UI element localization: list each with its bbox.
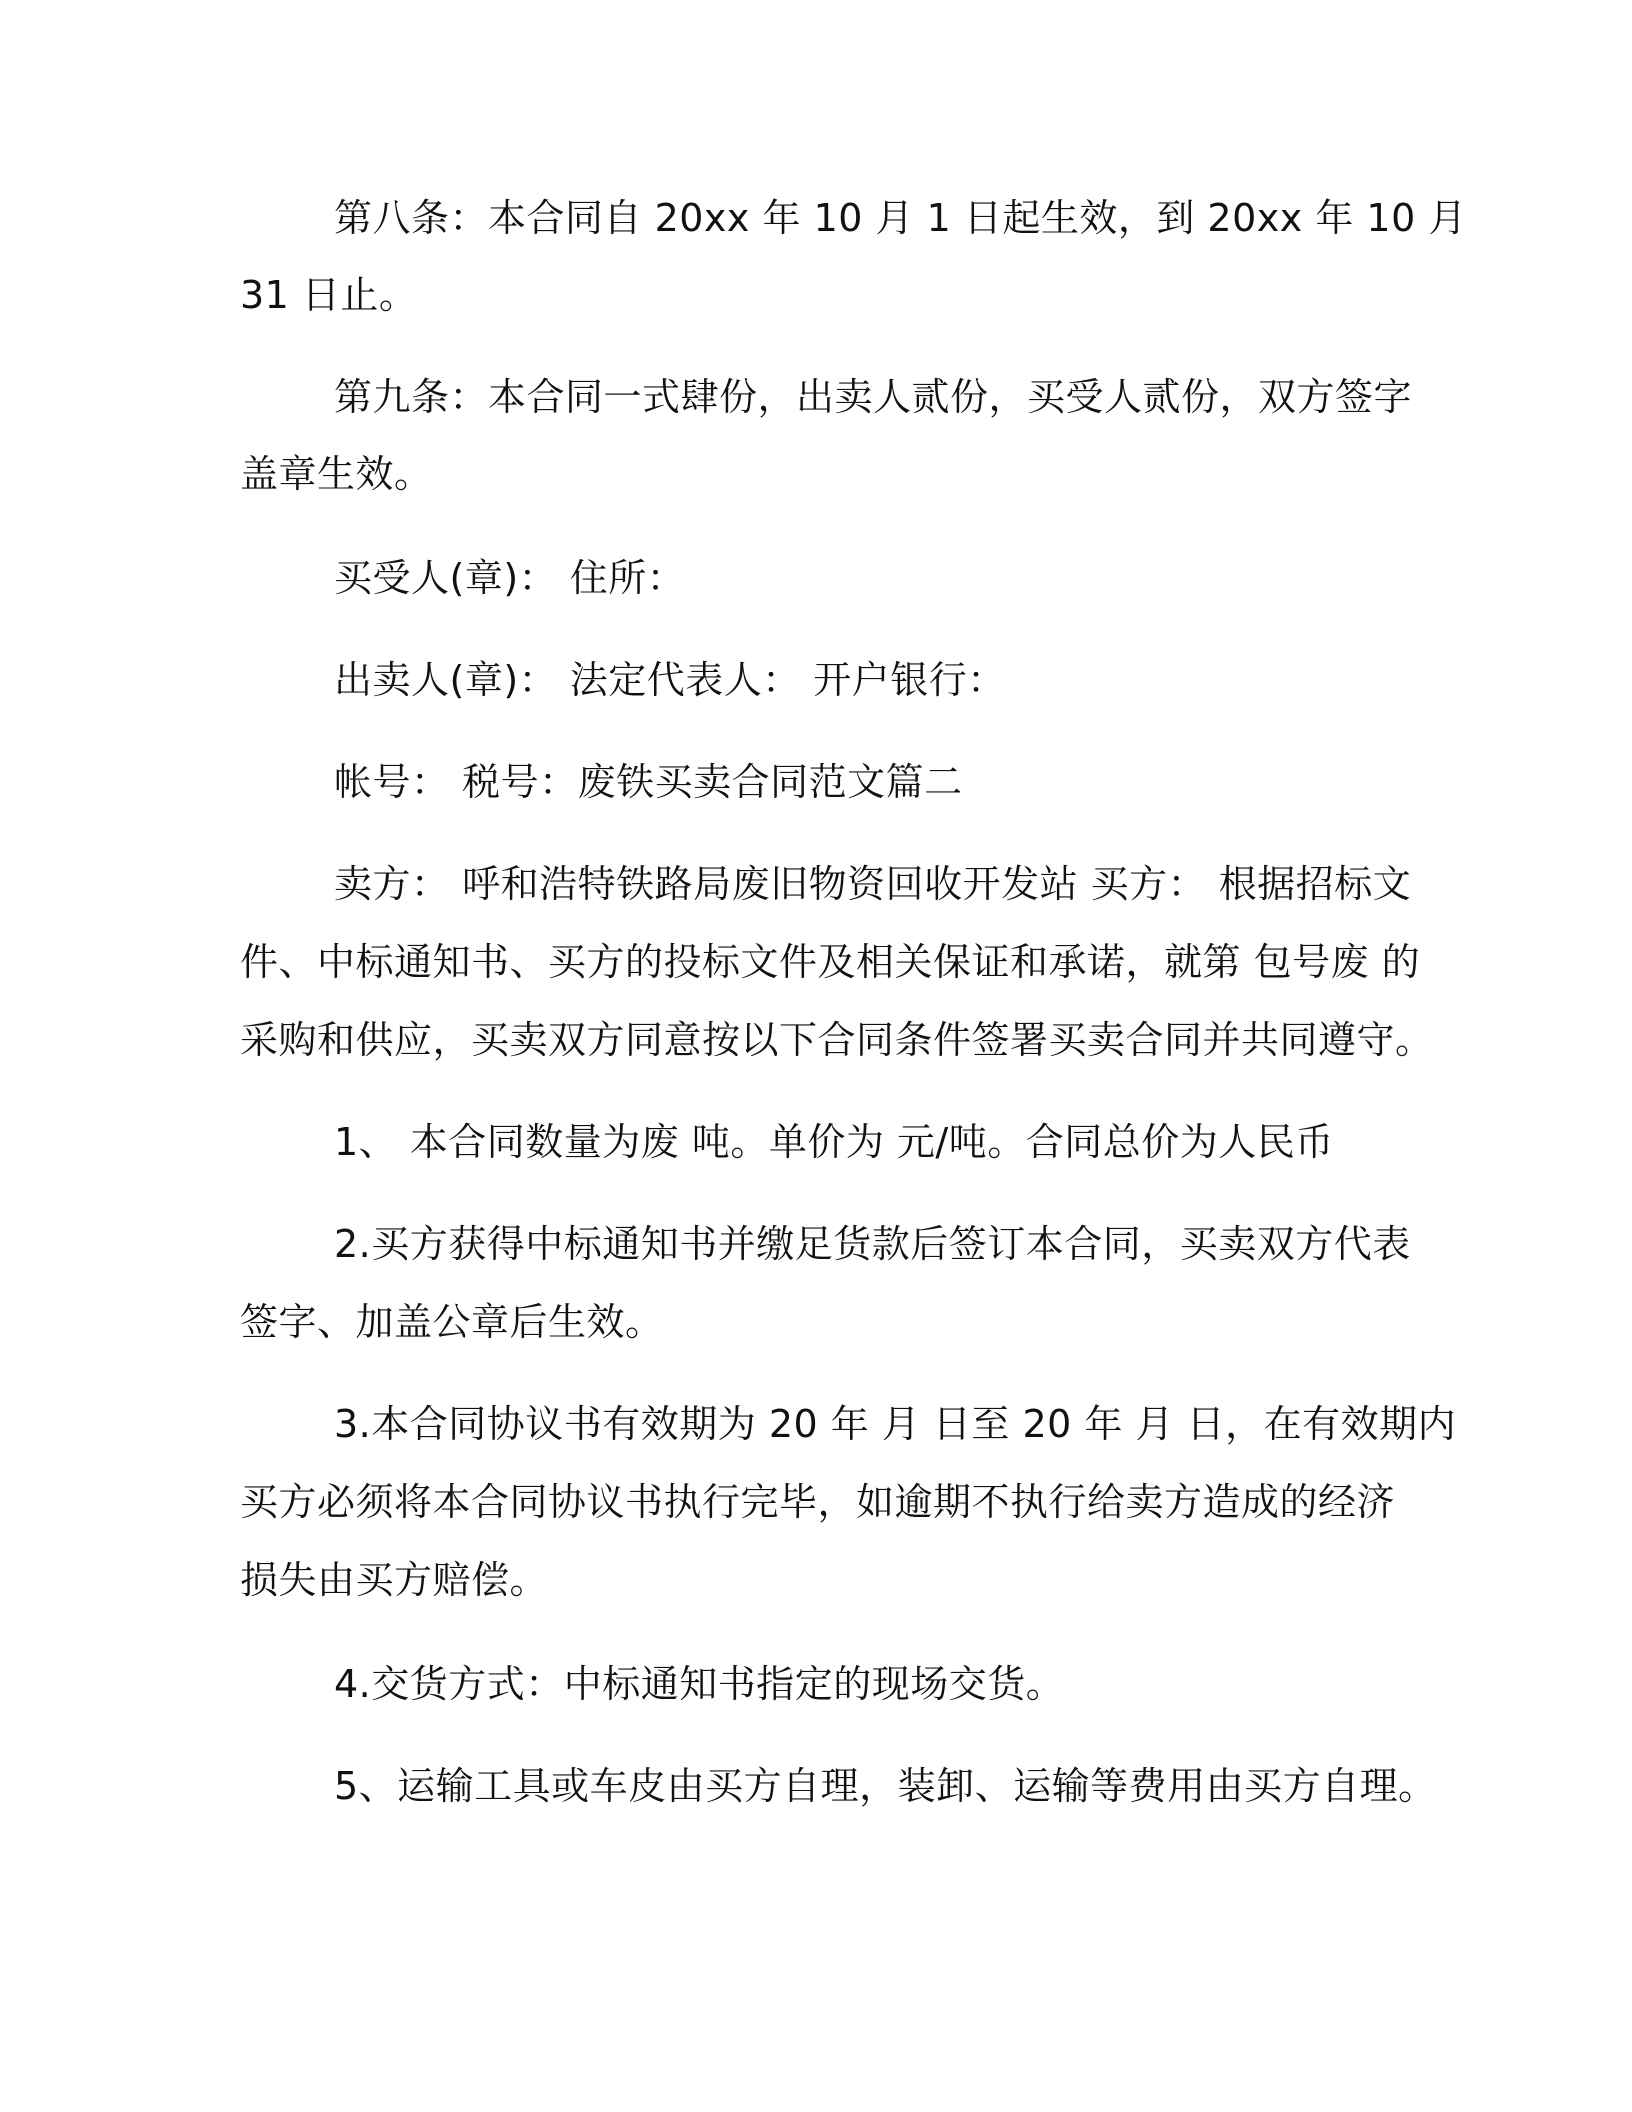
text-line: 31 日止。 <box>240 273 418 317</box>
text-line: 损失由买方赔偿。 <box>240 1558 549 1602</box>
text-line: 买方必须将本合同协议书执行完毕，如逾期不执行给卖方造成的经济 <box>240 1480 1396 1524</box>
text-line: 2.买方获得中标通知书并缴足货款后签订本合同，买卖双方代表 <box>334 1222 1411 1266</box>
text-line: 帐号： 税号：废铁买卖合同范文篇二 <box>334 760 963 804</box>
text-line: 盖章生效。 <box>240 452 433 496</box>
text-line: 签字、加盖公章后生效。 <box>240 1300 664 1344</box>
text-line: 4.交货方式：中标通知书指定的现场交货。 <box>334 1662 1065 1706</box>
text-line: 采购和供应，买卖双方同意按以下合同条件签署买卖合同并共同遵守。 <box>240 1018 1434 1062</box>
text-line: 第八条：本合同自 20xx 年 10 月 1 日起生效，到 20xx 年 10 月 <box>334 196 1467 240</box>
text-line: 卖方： 呼和浩特铁路局废旧物资回收开发站 买方： 根据招标文 <box>334 862 1412 906</box>
text-line: 5、运输工具或车皮由买方自理，装卸、运输等费用由买方自理。 <box>334 1764 1437 1808</box>
text-line: 1、 本合同数量为废 吨。单价为 元/吨。合同总价为人民币 <box>334 1120 1334 1164</box>
text-line: 3.本合同协议书有效期为 20 年 月 日至 20 年 月 日，在有效期内 <box>334 1402 1457 1446</box>
text-line: 第九条：本合同一式肆份，出卖人贰份，买受人贰份，双方签字 <box>334 375 1413 419</box>
text-line: 出卖人(章)： 法定代表人： 开户银行： <box>334 658 1006 702</box>
text-line: 买受人(章)： 住所： <box>334 556 686 600</box>
text-line: 件、中标通知书、买方的投标文件及相关保证和承诺，就第 包号废 的 <box>240 940 1421 984</box>
